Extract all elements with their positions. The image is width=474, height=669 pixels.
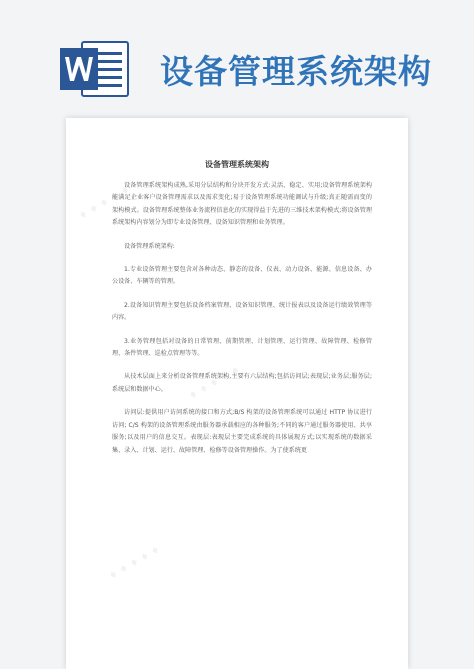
paragraph: 2.设备知识管理主要包括设备档案管理、设备知识管理、统计报表以及设备运行绩效管理等内容。 bbox=[112, 301, 372, 322]
paragraph: 设备管理系统架构成熟,采用分层结构和分块开发方式:灵活、稳定、实用;设备管理系统架构能满足企业客户设备管理需求以及需求变化;易于设备管理系统功能调试与升级;真正随需而变的架构模式。设备管理系统整体业务流程信息化的实现得益于先进的三维技术架构模式;将设备管理系统架构内容划分为即专业设备管理、设备知识管理和业务管理。 bbox=[112, 182, 372, 227]
header-banner bbox=[0, 0, 474, 118]
document-page bbox=[66, 118, 408, 669]
watermark: ♦ ♦ ♦ ♦ ♦ bbox=[187, 364, 243, 403]
paragraph: 3.业务管理包括对设备的日常管理、前期管理、计划管理、运行管理、故障管理、检修管理、条件管理、巡检点管理等等。 bbox=[112, 337, 372, 358]
paragraph: 访问层:提供用户访问系统的接口和方式;B/S 构架的设备管理系统可以通过 HTTP 协议进行访问; C/S 构架的设备管理系统由服务器承载相应的各种服务;不同的客户通过服务器使用、共享服务;以及用户的信息交互。表现层:表现层主要完成系统的具体展现方式;以实现系统的数据采集、录入、计划、运行、故障管理、检修等设备管理操作。为了使系统更 bbox=[112, 409, 372, 454]
paragraph: 从技术层面上来分析设备管理系统架构,主要有六层结构;包括访问层;表现层;业务层;服务层;系统层和数据中心。 bbox=[112, 373, 372, 393]
watermark: ♦ ♦ ♦ ♦ ♦ bbox=[107, 544, 163, 583]
page-title: 设备管理系统架构 bbox=[160, 52, 432, 91]
paragraph: 1.专业设备管理主要包含对各种动态、静态的设备、仪表、动力设备、能源、信息设备、办公设备、车辆等的管理。 bbox=[112, 266, 372, 286]
word-doc-icon bbox=[60, 38, 130, 100]
document-body bbox=[112, 180, 372, 468]
document-title: 设备管理系统架构 bbox=[205, 160, 269, 169]
watermark: ♦ ♦ ♦ ♦ ♦ bbox=[77, 184, 133, 223]
paragraph: 设备管理系统架构: bbox=[124, 242, 175, 250]
